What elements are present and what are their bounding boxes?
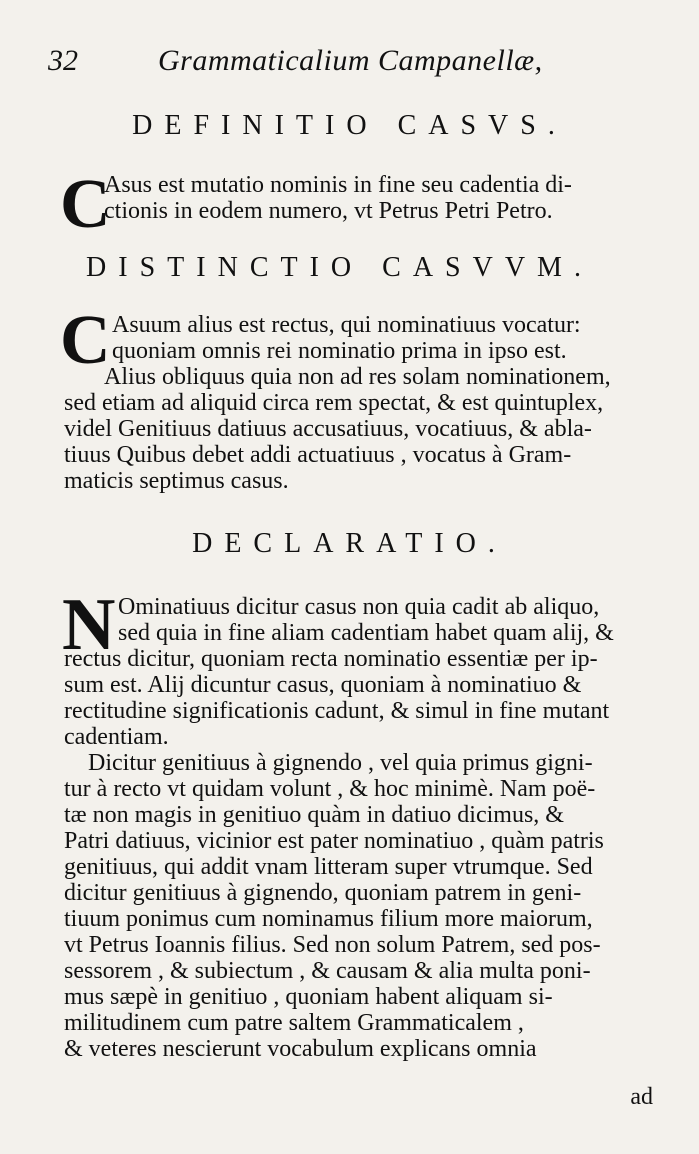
text-line: cadentiam. xyxy=(64,724,169,750)
text-line: rectus dicitur, quoniam recta nominatio essentiæ per ip- xyxy=(64,646,598,672)
catchword: ad xyxy=(630,1084,653,1110)
text-line: ctionis in eodem numero, vt Petrus Petri Petro. xyxy=(104,198,553,224)
text-line: Patri datiuus, vicinior est pater nominatiuo , quàm patris xyxy=(64,828,604,854)
drop-cap: N xyxy=(62,584,116,666)
text-line: rectitudine significationis cadunt, & simul in fine mutant xyxy=(64,698,610,724)
page-number: 32 xyxy=(48,44,78,77)
text-line: & veteres nescierunt vocabulum explicans omnia xyxy=(64,1036,537,1062)
text-line: sed etiam ad aliquid circa rem spectat, & est quintuplex, xyxy=(64,390,604,416)
drop-cap: C xyxy=(60,302,111,379)
text-line: Asuum alius est rectus, qui nominatiuus vocatur: xyxy=(112,312,581,338)
section-heading-distinctio: DISTINCTIO CASVVM. xyxy=(86,252,593,283)
text-line: tiuum ponimus cum nominamus filium more maiorum, xyxy=(64,906,593,932)
text-line: dicitur genitiuus à gignendo, quoniam patrem in geni- xyxy=(64,880,582,906)
text-line: quoniam omnis rei nominatio prima in ipso est. xyxy=(112,338,567,364)
paragraph-distinctio xyxy=(64,312,658,494)
drop-cap: C xyxy=(60,166,111,243)
text-line: tæ non magis in genitiuo quàm in datiuo dicimus, & xyxy=(64,802,564,828)
text-line: sed quia in fine aliam cadentiam habet quam alij, & xyxy=(118,620,614,646)
text-line: mus sæpè in genitiuo , quoniam habent aliquam si- xyxy=(64,984,553,1010)
text-line: genitiuus, qui addit vnam litteram super vtrumque. Sed xyxy=(64,854,593,880)
paragraph-declaratio xyxy=(64,594,658,1062)
text-line: sessorem , & subiectum , & causam & alia multa poni- xyxy=(64,958,591,984)
text-line: videl Genitiuus datiuus accusatiuus, vocatiuus, & abla- xyxy=(64,416,592,442)
paragraph-definitio xyxy=(104,172,658,224)
text-line: vt Petrus Ioannis filius. Sed non solum Patrem, sed pos- xyxy=(64,932,601,958)
text-line: Ominatiuus dicitur casus non quia cadit ab aliquo, xyxy=(118,594,600,620)
section-heading-definitio: DEFINITIO CASVS. xyxy=(132,110,567,141)
running-title: Grammaticalium Campanellæ, xyxy=(158,44,543,77)
text-line: sum est. Alij dicuntur casus, quoniam à nominatiuo & xyxy=(64,672,582,698)
text-line: tiuus Quibus debet addi actuatiuus , vocatus à Gram- xyxy=(64,442,572,468)
text-line: maticis septimus casus. xyxy=(64,468,289,494)
text-line: tur à recto vt quidam volunt , & hoc minimè. Nam poë- xyxy=(64,776,596,802)
text-line: Dicitur genitiuus à gignendo , vel quia primus gigni- xyxy=(88,750,593,776)
section-heading-declaratio: DECLARATIO. xyxy=(192,528,507,559)
text-line: Alius obliquus quia non ad res solam nominationem, xyxy=(104,364,611,390)
text-line: Asus est mutatio nominis in fine seu cadentia di- xyxy=(104,172,572,198)
page-header xyxy=(48,44,658,84)
text-line: militudinem cum patre saltem Grammaticalem , xyxy=(64,1010,524,1036)
